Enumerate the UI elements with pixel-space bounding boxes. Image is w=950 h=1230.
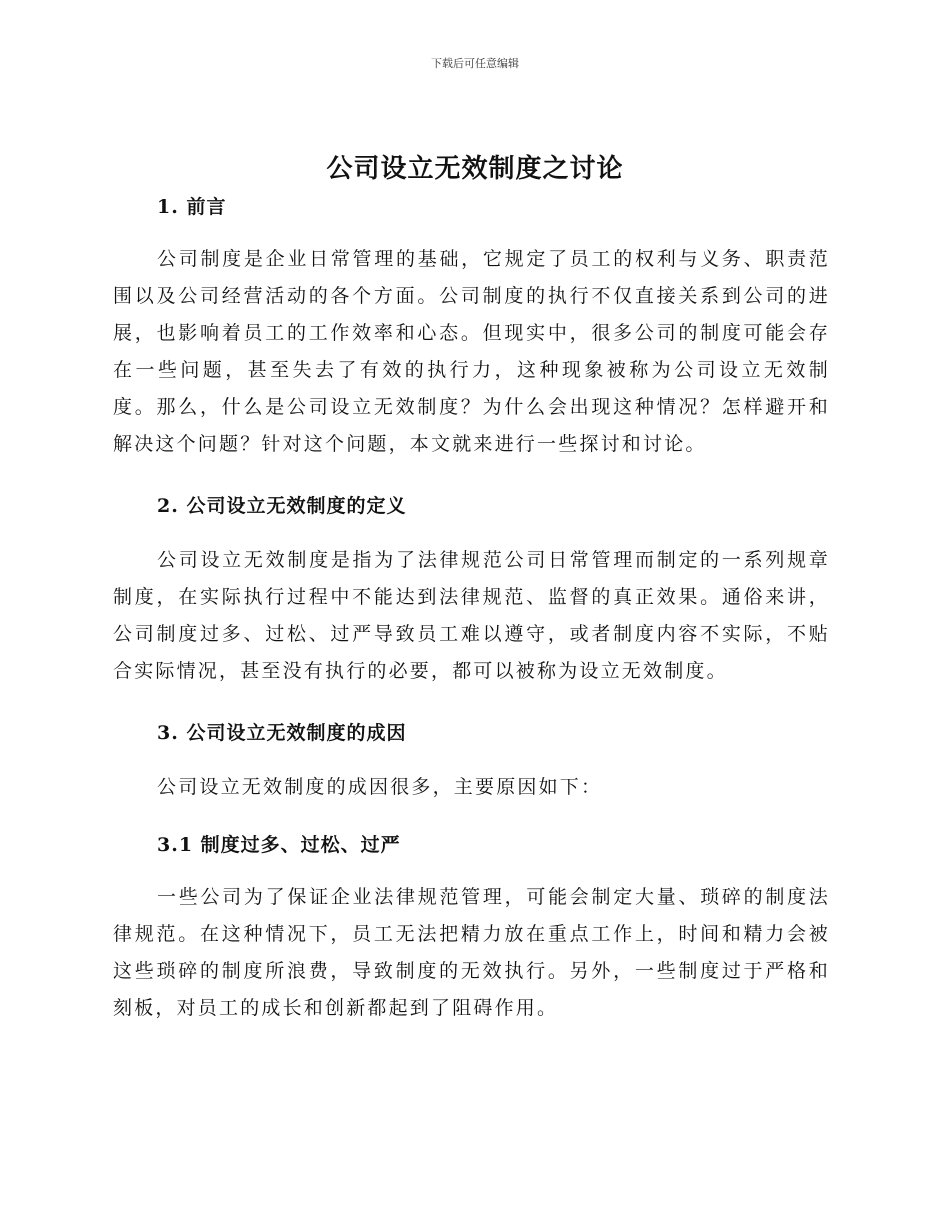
section-heading-preface: 1. 前言 — [157, 196, 227, 218]
header-note: 下载后可任意编辑 — [431, 57, 519, 70]
section-heading-definition: 2. 公司设立无效制度的定义 — [157, 495, 407, 517]
section-paragraph-causes: 公司设立无效制度的成因很多，主要原因如下： — [157, 776, 603, 798]
section-paragraph-definition: 公司设立无效制度是指为了法律规范公司日常管理而制定的一系列规章制度，在实际执行过程中不能达到法律规范、监督的真正效果。通俗来讲，公司制度过多、过松、过严导致员工难以遵守，或者制度内容不实际，不贴合实际情况，甚至没有执行的必要，都可以被称为设立无效制度。 — [113, 549, 830, 682]
document-body — [113, 186, 830, 1027]
document-title: 公司设立无效制度之讨论 — [326, 154, 624, 184]
subsection-heading-too-many-rules: 3.1 制度过多、过松、过严 — [157, 834, 401, 856]
section-heading-causes: 3. 公司设立无效制度的成因 — [157, 722, 407, 744]
subsection-paragraph-too-many-rules: 一些公司为了保证企业法律规范管理，可能会制定大量、琐碎的制度法律规范。在这种情况下，员工无法把精力放在重点工作上，时间和精力会被这些琐碎的制度所浪费，导致制度的无效执行。另外，一些制度过于严格和刻板，对员工的成长和创新都起到了阻碍作用。 — [113, 886, 830, 1019]
section-paragraph-preface: 公司制度是企业日常管理的基础，它规定了员工的权利与义务、职责范围以及公司经营活动的各个方面。公司制度的执行不仅直接关系到公司的进展，也影响着员工的工作效率和心态。但现实中，很多公司的制度可能会存在一些问题，甚至失去了有效的执行力，这种现象被称为公司设立无效制度。那么，什么是公司设立无效制度？为什么会出现这种情况？怎样避开和解决这个问题？针对这个问题，本文就来进行一些探讨和讨论。 — [113, 248, 830, 455]
